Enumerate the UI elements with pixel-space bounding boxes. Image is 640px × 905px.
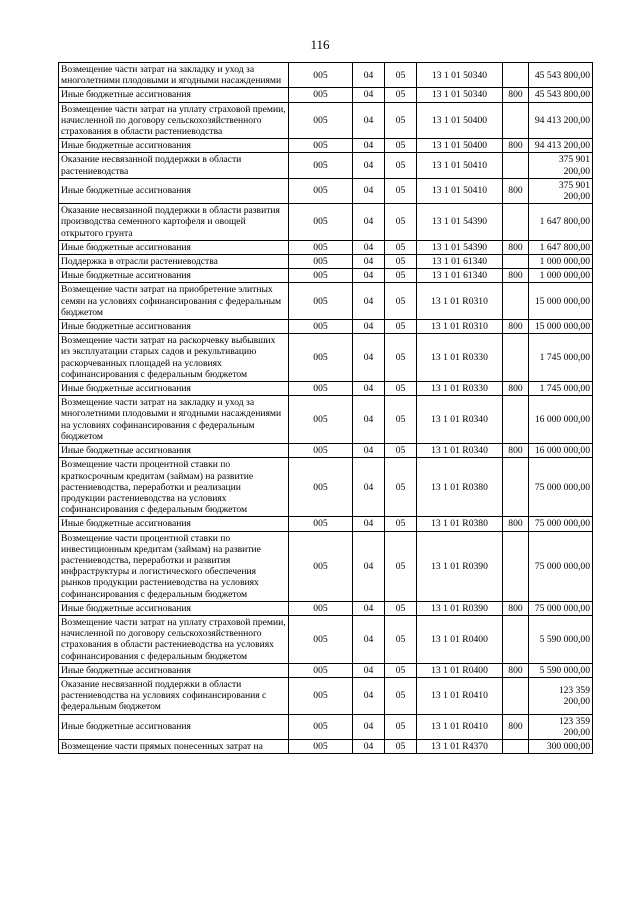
expense-type-cell (503, 615, 529, 663)
section-code-cell: 04 (353, 139, 385, 153)
table-row (59, 88, 593, 102)
amount-cell: 45 543 800,00 (529, 88, 593, 102)
subsection-code-cell: 05 (385, 139, 417, 153)
section-code-cell: 04 (353, 204, 385, 241)
ministry-code-cell: 005 (289, 382, 353, 396)
subsection-code-cell: 05 (385, 283, 417, 320)
target-article-cell: 13 1 01 50400 (417, 102, 503, 139)
amount-cell: 123 359 200,00 (529, 714, 593, 739)
ministry-code-cell: 005 (289, 269, 353, 283)
target-article-cell: 13 1 01 50410 (417, 153, 503, 178)
expense-type-cell: 800 (503, 269, 529, 283)
target-article-cell: 13 1 01 R0390 (417, 601, 503, 615)
section-code-cell: 04 (353, 663, 385, 677)
expense-name-cell: Оказание несвязанной поддержки в области развития производства семенного картофеля и овощей открытого грунта (59, 204, 289, 241)
section-code-cell: 04 (353, 102, 385, 139)
amount-cell: 1 745 000,00 (529, 382, 593, 396)
section-code-cell: 04 (353, 531, 385, 601)
expense-name-cell: Оказание несвязанной поддержки в области растениеводства (59, 153, 289, 178)
expense-name-cell: Возмещение части затрат на уплату страховой премии, начисленной по договору сельскохозяйственного страхования в области растениеводства на условиях софинансирования с федеральным бюджетом (59, 615, 289, 663)
section-code-cell: 04 (353, 458, 385, 517)
table-row (59, 102, 593, 139)
expense-name-cell: Иные бюджетные ассигнования (59, 269, 289, 283)
expense-type-cell: 800 (503, 240, 529, 254)
amount-cell: 5 590 000,00 (529, 615, 593, 663)
amount-cell: 5 590 000,00 (529, 663, 593, 677)
expense-name-cell: Возмещение части затрат на закладку и уход за многолетними плодовыми и ягодными насаждениями на условиях софинансирования с федеральным бюджетом (59, 396, 289, 444)
subsection-code-cell: 05 (385, 714, 417, 739)
subsection-code-cell: 05 (385, 240, 417, 254)
budget-table (58, 62, 593, 754)
expense-type-cell (503, 283, 529, 320)
amount-cell: 1 745 000,00 (529, 334, 593, 382)
ministry-code-cell: 005 (289, 88, 353, 102)
expense-name-cell: Оказание несвязанной поддержки в области растениеводства на условиях софинансирования с федеральным бюджетом (59, 677, 289, 714)
table-row (59, 334, 593, 382)
section-code-cell: 04 (353, 517, 385, 531)
subsection-code-cell: 05 (385, 396, 417, 444)
section-code-cell: 04 (353, 63, 385, 88)
expense-type-cell (503, 204, 529, 241)
table-row (59, 204, 593, 241)
expense-name-cell: Иные бюджетные ассигнования (59, 517, 289, 531)
table-row (59, 320, 593, 334)
section-code-cell: 04 (353, 382, 385, 396)
amount-cell: 16 000 000,00 (529, 396, 593, 444)
expense-name-cell: Возмещение части процентной ставки по инвестиционным кредитам (займам) на развитие растениеводства, переработки и развития инфраструктуры и логистического обеспечения рынков продукции растениеводства на условиях софинансирования с федеральным бюджетом (59, 531, 289, 601)
amount-cell: 375 901 200,00 (529, 153, 593, 178)
table-row (59, 517, 593, 531)
ministry-code-cell: 005 (289, 255, 353, 269)
expense-type-cell: 800 (503, 178, 529, 203)
expense-name-cell: Иные бюджетные ассигнования (59, 178, 289, 203)
amount-cell: 1 647 800,00 (529, 204, 593, 241)
expense-type-cell (503, 458, 529, 517)
amount-cell: 94 413 200,00 (529, 102, 593, 139)
expense-name-cell: Возмещение части затрат на закладку и уход за многолетними плодовыми и ягодными насаждениями (59, 63, 289, 88)
ministry-code-cell: 005 (289, 601, 353, 615)
subsection-code-cell: 05 (385, 153, 417, 178)
table-row (59, 458, 593, 517)
expense-name-cell: Иные бюджетные ассигнования (59, 601, 289, 615)
amount-cell: 123 359 200,00 (529, 677, 593, 714)
ministry-code-cell: 005 (289, 714, 353, 739)
expense-type-cell (503, 677, 529, 714)
table-row (59, 139, 593, 153)
table-row (59, 255, 593, 269)
section-code-cell: 04 (353, 677, 385, 714)
subsection-code-cell: 05 (385, 677, 417, 714)
expense-type-cell: 800 (503, 382, 529, 396)
expense-name-cell: Иные бюджетные ассигнования (59, 663, 289, 677)
ministry-code-cell: 005 (289, 240, 353, 254)
expense-name-cell: Поддержка в отрасли растениеводства (59, 255, 289, 269)
ministry-code-cell: 005 (289, 444, 353, 458)
table-body (59, 63, 593, 754)
subsection-code-cell: 05 (385, 255, 417, 269)
amount-cell: 16 000 000,00 (529, 444, 593, 458)
table-row (59, 153, 593, 178)
table-row (59, 531, 593, 601)
amount-cell: 75 000 000,00 (529, 458, 593, 517)
table-row (59, 714, 593, 739)
subsection-code-cell: 05 (385, 334, 417, 382)
ministry-code-cell: 005 (289, 153, 353, 178)
subsection-code-cell: 05 (385, 320, 417, 334)
section-code-cell: 04 (353, 444, 385, 458)
subsection-code-cell: 05 (385, 531, 417, 601)
expense-name-cell: Иные бюджетные ассигнования (59, 382, 289, 396)
expense-name-cell: Возмещение части процентной ставки по краткосрочным кредитам (займам) на развитие растениеводства, переработки и реализации продукции растениеводства на условиях софинансирования с федеральным бюджетом (59, 458, 289, 517)
amount-cell: 75 000 000,00 (529, 531, 593, 601)
ministry-code-cell: 005 (289, 615, 353, 663)
expense-type-cell (503, 63, 529, 88)
section-code-cell: 04 (353, 396, 385, 444)
expense-type-cell: 800 (503, 714, 529, 739)
amount-cell: 94 413 200,00 (529, 139, 593, 153)
target-article-cell: 13 1 01 R0380 (417, 517, 503, 531)
expense-name-cell: Возмещение части затрат на приобретение элитных семян на условиях софинансирования с федеральным бюджетом (59, 283, 289, 320)
section-code-cell: 04 (353, 88, 385, 102)
expense-name-cell: Иные бюджетные ассигнования (59, 320, 289, 334)
table-row (59, 615, 593, 663)
table-row (59, 677, 593, 714)
subsection-code-cell: 05 (385, 444, 417, 458)
expense-type-cell (503, 396, 529, 444)
subsection-code-cell: 05 (385, 102, 417, 139)
section-code-cell: 04 (353, 283, 385, 320)
table-row (59, 382, 593, 396)
ministry-code-cell: 005 (289, 320, 353, 334)
expense-name-cell: Возмещение части прямых понесенных затрат на (59, 739, 289, 753)
table-row (59, 283, 593, 320)
subsection-code-cell: 05 (385, 269, 417, 283)
amount-cell: 1 647 800,00 (529, 240, 593, 254)
amount-cell: 1 000 000,00 (529, 269, 593, 283)
expense-name-cell: Иные бюджетные ассигнования (59, 714, 289, 739)
page-number: 116 (310, 37, 330, 52)
target-article-cell: 13 1 01 R0390 (417, 531, 503, 601)
target-article-cell: 13 1 01 R0340 (417, 444, 503, 458)
expense-type-cell (503, 255, 529, 269)
section-code-cell: 04 (353, 153, 385, 178)
ministry-code-cell: 005 (289, 139, 353, 153)
target-article-cell: 13 1 01 R0310 (417, 283, 503, 320)
expense-type-cell (503, 153, 529, 178)
expense-type-cell: 800 (503, 444, 529, 458)
target-article-cell: 13 1 01 R0330 (417, 334, 503, 382)
section-code-cell: 04 (353, 334, 385, 382)
ministry-code-cell: 005 (289, 204, 353, 241)
section-code-cell: 04 (353, 269, 385, 283)
expense-type-cell: 800 (503, 601, 529, 615)
ministry-code-cell: 005 (289, 283, 353, 320)
ministry-code-cell: 005 (289, 396, 353, 444)
amount-cell: 75 000 000,00 (529, 601, 593, 615)
expense-name-cell: Иные бюджетные ассигнования (59, 444, 289, 458)
ministry-code-cell: 005 (289, 458, 353, 517)
table-row (59, 444, 593, 458)
ministry-code-cell: 005 (289, 102, 353, 139)
ministry-code-cell: 005 (289, 531, 353, 601)
amount-cell: 45 543 800,00 (529, 63, 593, 88)
ministry-code-cell: 005 (289, 63, 353, 88)
table-row (59, 269, 593, 283)
table-row (59, 178, 593, 203)
expense-type-cell: 800 (503, 517, 529, 531)
target-article-cell: 13 1 01 50340 (417, 63, 503, 88)
amount-cell: 15 000 000,00 (529, 283, 593, 320)
section-code-cell: 04 (353, 255, 385, 269)
target-article-cell: 13 1 01 54390 (417, 240, 503, 254)
section-code-cell: 04 (353, 714, 385, 739)
table-row (59, 240, 593, 254)
target-article-cell: 13 1 01 54390 (417, 204, 503, 241)
expense-name-cell: Иные бюджетные ассигнования (59, 88, 289, 102)
subsection-code-cell: 05 (385, 615, 417, 663)
target-article-cell: 13 1 01 R0380 (417, 458, 503, 517)
subsection-code-cell: 05 (385, 63, 417, 88)
target-article-cell: 13 1 01 61340 (417, 269, 503, 283)
target-article-cell: 13 1 01 R0340 (417, 396, 503, 444)
subsection-code-cell: 05 (385, 517, 417, 531)
expense-type-cell: 800 (503, 663, 529, 677)
subsection-code-cell: 05 (385, 458, 417, 517)
amount-cell: 375 901 200,00 (529, 178, 593, 203)
subsection-code-cell: 05 (385, 382, 417, 396)
expense-type-cell (503, 102, 529, 139)
table-row (59, 663, 593, 677)
target-article-cell: 13 1 01 50410 (417, 178, 503, 203)
expense-type-cell: 800 (503, 88, 529, 102)
expense-type-cell (503, 531, 529, 601)
ministry-code-cell: 005 (289, 677, 353, 714)
amount-cell: 75 000 000,00 (529, 517, 593, 531)
subsection-code-cell: 05 (385, 178, 417, 203)
target-article-cell: 13 1 01 R0410 (417, 677, 503, 714)
ministry-code-cell: 005 (289, 517, 353, 531)
expense-name-cell: Возмещение части затрат на уплату страховой премии, начисленной по договору сельскохозяйственного страхования в области растениеводства (59, 102, 289, 139)
target-article-cell: 13 1 01 R0410 (417, 714, 503, 739)
target-article-cell: 13 1 01 50400 (417, 139, 503, 153)
amount-cell: 1 000 000,00 (529, 255, 593, 269)
subsection-code-cell: 05 (385, 88, 417, 102)
ministry-code-cell: 005 (289, 334, 353, 382)
target-article-cell: 13 1 01 61340 (417, 255, 503, 269)
expense-type-cell (503, 334, 529, 382)
ministry-code-cell: 005 (289, 739, 353, 753)
subsection-code-cell: 05 (385, 663, 417, 677)
section-code-cell: 04 (353, 615, 385, 663)
table-row (59, 396, 593, 444)
table-row (59, 63, 593, 88)
target-article-cell: 13 1 01 R0400 (417, 615, 503, 663)
expense-name-cell: Иные бюджетные ассигнования (59, 139, 289, 153)
section-code-cell: 04 (353, 320, 385, 334)
section-code-cell: 04 (353, 178, 385, 203)
amount-cell: 300 000,00 (529, 739, 593, 753)
target-article-cell: 13 1 01 R0330 (417, 382, 503, 396)
section-code-cell: 04 (353, 240, 385, 254)
expense-name-cell: Возмещение части затрат на раскорчевку выбывших из эксплуатации старых садов и рекультивацию раскорчеванных площадей на условиях софинансирования с федеральным бюджетом (59, 334, 289, 382)
subsection-code-cell: 05 (385, 601, 417, 615)
target-article-cell: 13 1 01 50340 (417, 88, 503, 102)
target-article-cell: 13 1 01 R4370 (417, 739, 503, 753)
expense-type-cell: 800 (503, 320, 529, 334)
section-code-cell: 04 (353, 739, 385, 753)
expense-type-cell: 800 (503, 139, 529, 153)
ministry-code-cell: 005 (289, 663, 353, 677)
ministry-code-cell: 005 (289, 178, 353, 203)
target-article-cell: 13 1 01 R0310 (417, 320, 503, 334)
expense-name-cell: Иные бюджетные ассигнования (59, 240, 289, 254)
section-code-cell: 04 (353, 601, 385, 615)
table-row (59, 601, 593, 615)
amount-cell: 15 000 000,00 (529, 320, 593, 334)
target-article-cell: 13 1 01 R0400 (417, 663, 503, 677)
expense-type-cell (503, 739, 529, 753)
subsection-code-cell: 05 (385, 204, 417, 241)
table-row (59, 739, 593, 753)
subsection-code-cell: 05 (385, 739, 417, 753)
